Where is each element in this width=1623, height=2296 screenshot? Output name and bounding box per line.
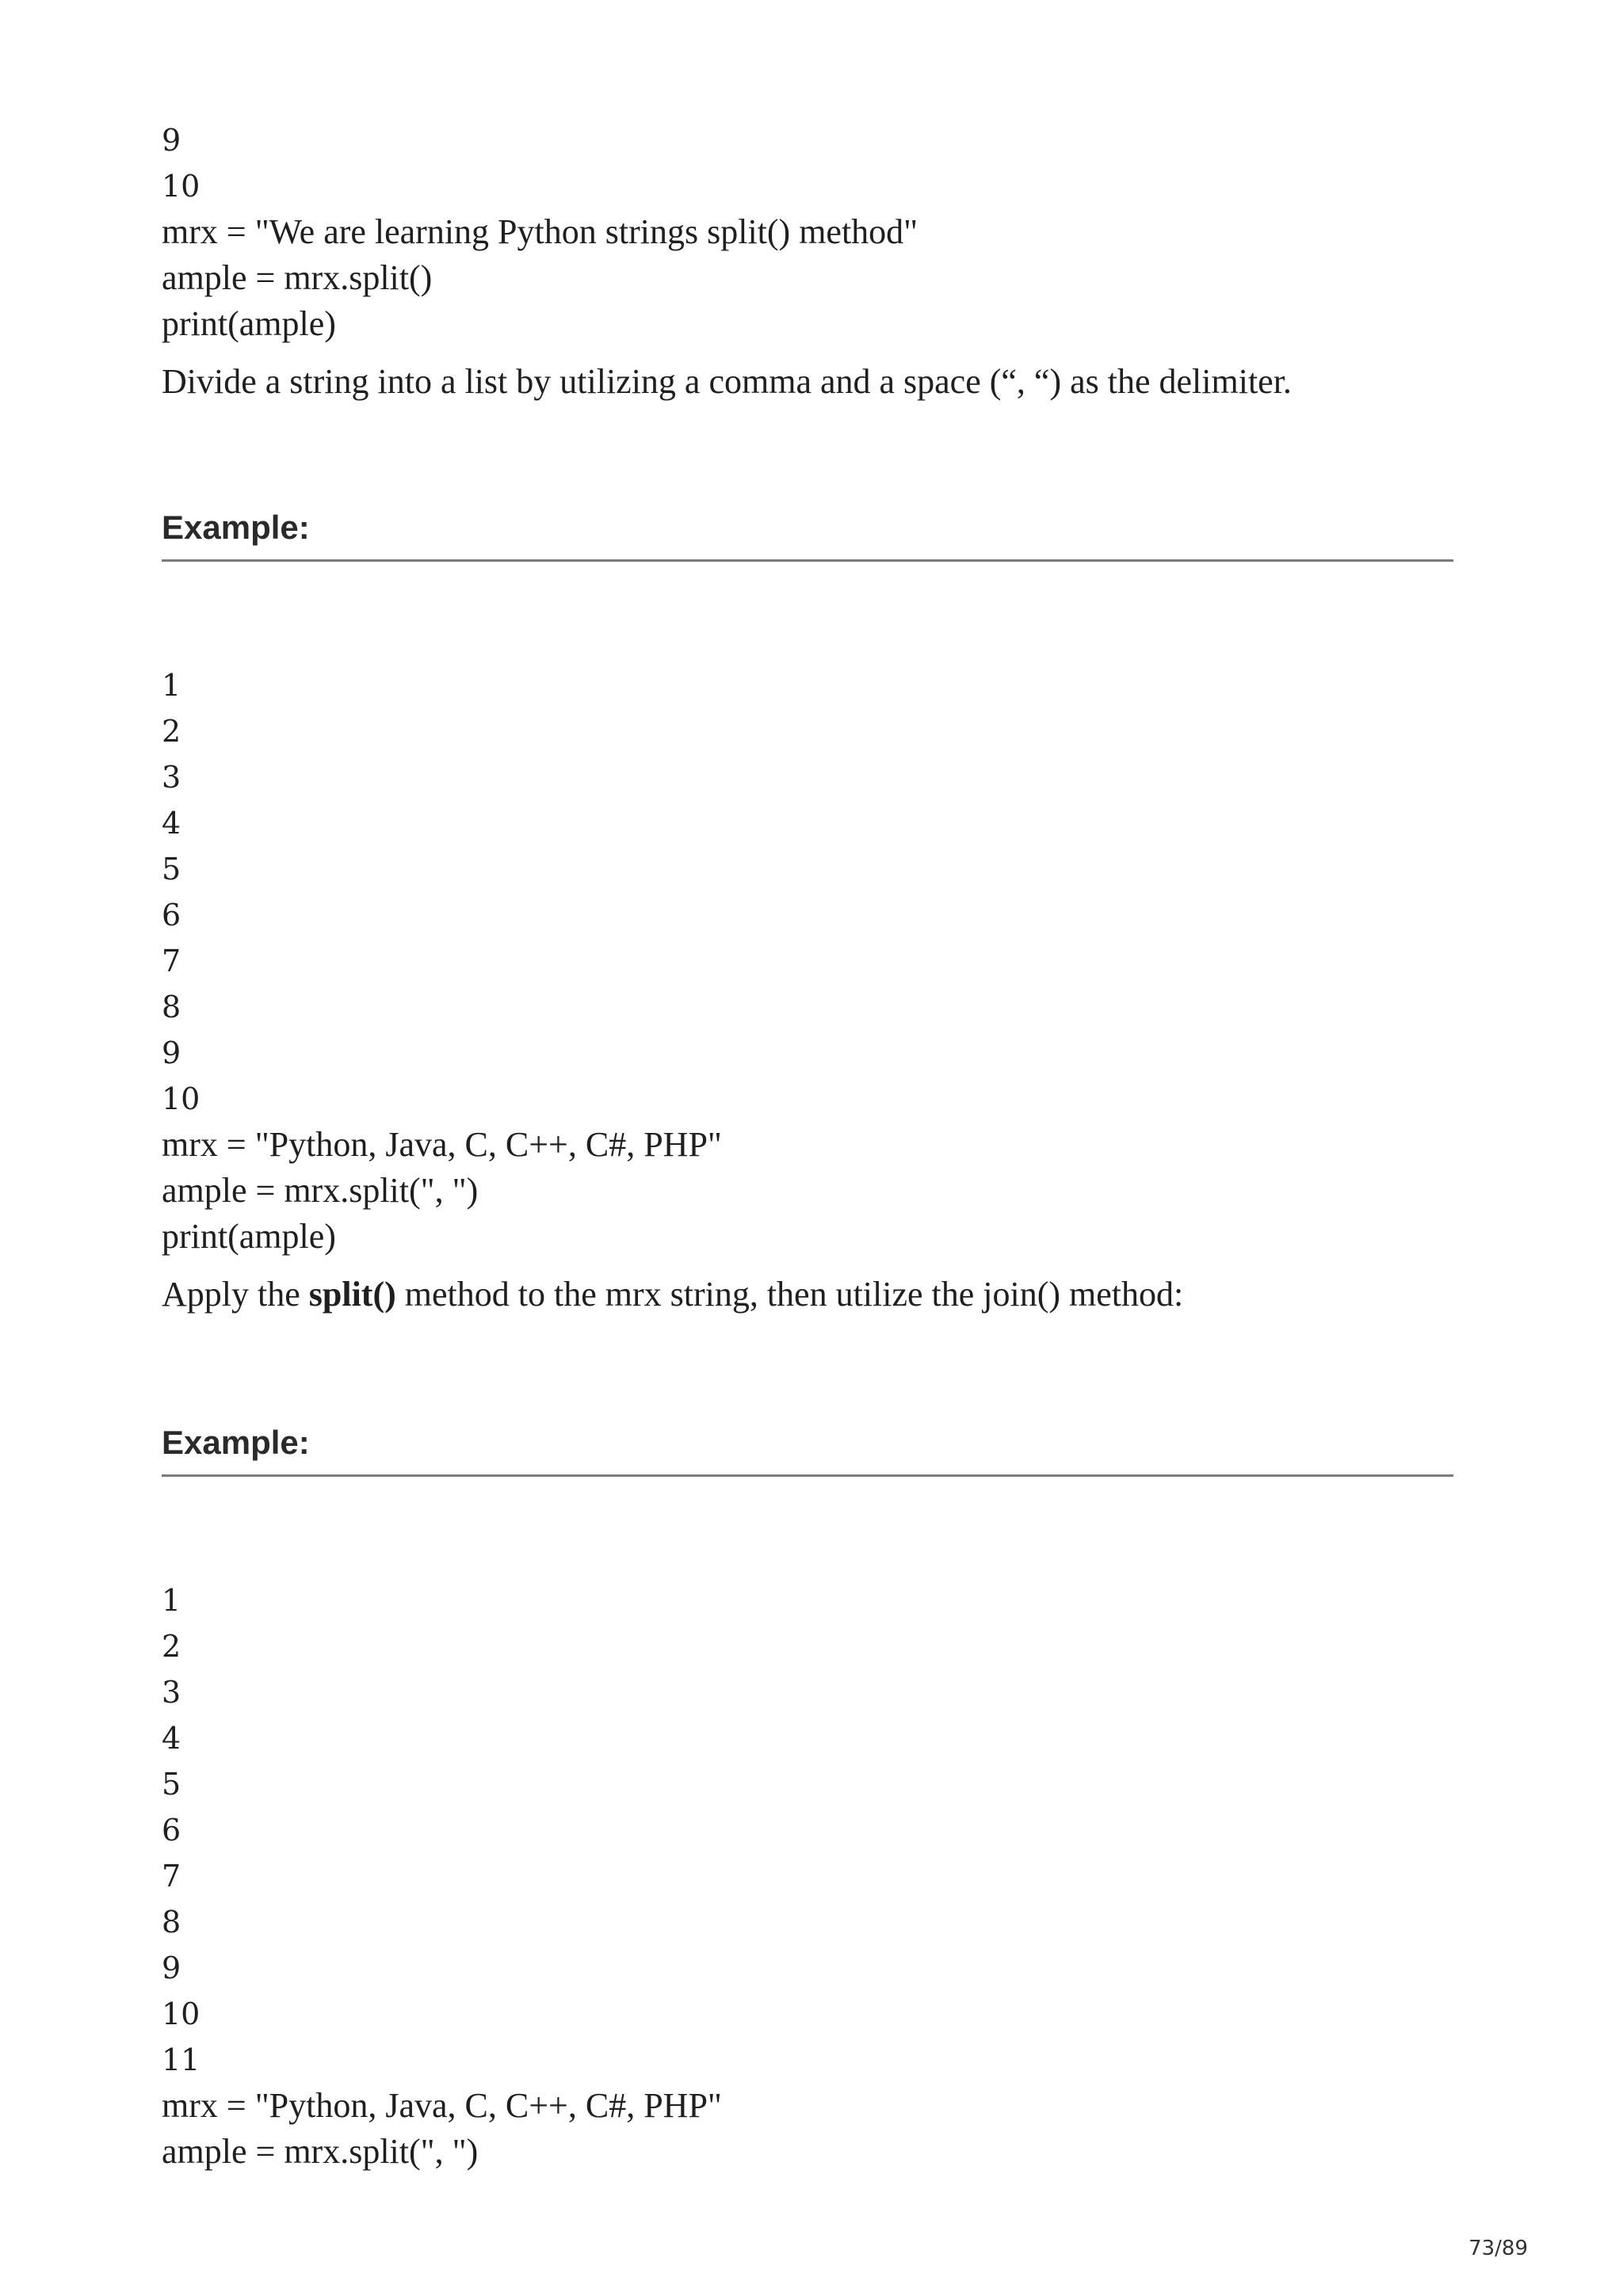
paragraph-text: Apply the <box>162 1275 309 1314</box>
example-1-code-block <box>162 662 1453 1318</box>
line-number: 10 <box>162 169 200 204</box>
description-paragraph: Divide a string into a list by utilizing a comma and a space (“, “) as the delimiter. <box>162 362 1292 401</box>
code-lines <box>162 2083 1453 2175</box>
line-number: 3 <box>162 760 181 795</box>
example-2-section <box>162 1422 1453 1477</box>
description-paragraph <box>162 1271 1453 1318</box>
line-number: 7 <box>162 1859 181 1894</box>
code-lines <box>162 1122 1453 1260</box>
page-number: 73/89 <box>1468 2237 1528 2260</box>
line-numbers <box>162 662 1453 1122</box>
line-number: 2 <box>162 714 181 749</box>
line-number: 4 <box>162 806 181 841</box>
line-number: 1 <box>162 1583 181 1618</box>
example-1-section <box>162 507 1453 562</box>
code-line: ample = mrx.split(", ") <box>162 1171 479 1210</box>
line-number: 10 <box>162 1081 200 1116</box>
line-number: 3 <box>162 1675 181 1710</box>
line-number: 4 <box>162 1721 181 1756</box>
code-line: mrx = "Python, Java, C, C++, C#, PHP" <box>162 1125 722 1164</box>
line-number: 11 <box>162 2042 200 2077</box>
code-line: mrx = "We are learning Python strings split() method" <box>162 212 918 251</box>
example-2-code-block <box>162 1577 1453 2175</box>
line-number: 10 <box>162 1997 200 2031</box>
line-number: 5 <box>162 852 181 887</box>
line-number: 5 <box>162 1767 181 1802</box>
line-number: 9 <box>162 1035 181 1070</box>
code-line: ample = mrx.split(", ") <box>162 2132 479 2171</box>
example-heading: Example: <box>162 507 1453 562</box>
code-line: ample = mrx.split() <box>162 258 433 297</box>
example-heading: Example: <box>162 1422 1453 1477</box>
code-line: mrx = "Python, Java, C, C++, C#, PHP" <box>162 2086 722 2125</box>
paragraph-text: method to the mrx string, then utilize the join() method: <box>395 1275 1184 1314</box>
line-number: 9 <box>162 1951 181 1985</box>
line-number: 6 <box>162 898 181 933</box>
line-numbers <box>162 117 1453 209</box>
line-number: 8 <box>162 990 181 1024</box>
line-number: 9 <box>162 123 181 158</box>
line-number: 6 <box>162 1813 181 1848</box>
line-number: 7 <box>162 944 181 978</box>
line-number: 2 <box>162 1629 181 1664</box>
line-number: 8 <box>162 1905 181 1939</box>
code-lines <box>162 209 1453 347</box>
code-line: print(ample) <box>162 304 336 343</box>
line-number: 1 <box>162 668 181 703</box>
line-numbers <box>162 1577 1453 2083</box>
paragraph-bold-text: split() <box>308 1275 396 1314</box>
top-code-block <box>162 117 1453 406</box>
code-line: print(ample) <box>162 1217 336 1256</box>
